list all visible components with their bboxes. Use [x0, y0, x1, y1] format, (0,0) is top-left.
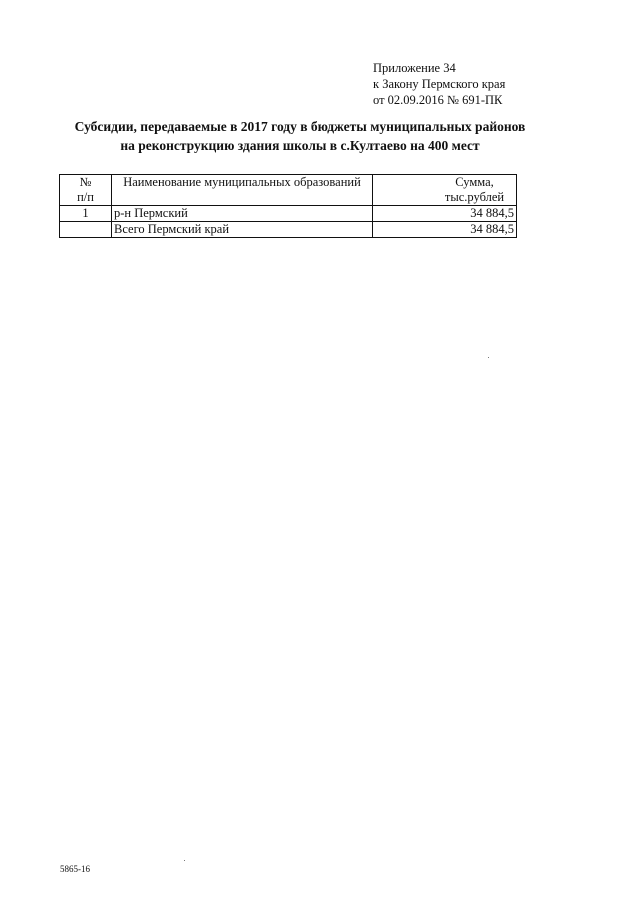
header-sum-line-1: Сумма,: [455, 175, 494, 189]
appendix-number: Приложение 34: [373, 61, 456, 75]
row-number-cell: 1: [60, 206, 112, 222]
header-sum-line-2: тыс.рублей: [444, 190, 505, 204]
appendix-header: [373, 60, 505, 108]
row-name-cell: р-н Пермский: [112, 206, 373, 222]
scan-speck: [488, 357, 489, 358]
header-sum-cell: [373, 175, 517, 206]
document-code: 5865-16: [60, 864, 90, 874]
appendix-law: к Закону Пермского края: [373, 77, 506, 91]
row-sum-cell: 34 884,5: [373, 206, 517, 222]
total-sum-cell: 34 884,5: [373, 222, 517, 238]
header-number-line-2: п/п: [77, 190, 94, 204]
total-number-cell: [60, 222, 112, 238]
document-title: [40, 117, 560, 155]
table-row: [60, 206, 517, 222]
total-name-cell: Всего Пермский край: [112, 222, 373, 238]
header-number-cell: [60, 175, 112, 206]
header-number-line-1: №: [79, 175, 92, 189]
appendix-date: от 02.09.2016 № 691-ПК: [373, 93, 503, 107]
subsidy-table: [59, 174, 517, 238]
table-header-row: [60, 175, 517, 206]
document-title-line-1: Субсидии, передаваемые в 2017 году в бюджеты муниципальных районов: [74, 119, 526, 134]
table-row-total: [60, 222, 517, 238]
header-name-cell: Наименование муниципальных образований: [112, 175, 373, 206]
scan-speck: [184, 860, 185, 861]
document-title-line-2: на реконструкцию здания школы в с.Култаево на 400 мест: [120, 138, 480, 153]
